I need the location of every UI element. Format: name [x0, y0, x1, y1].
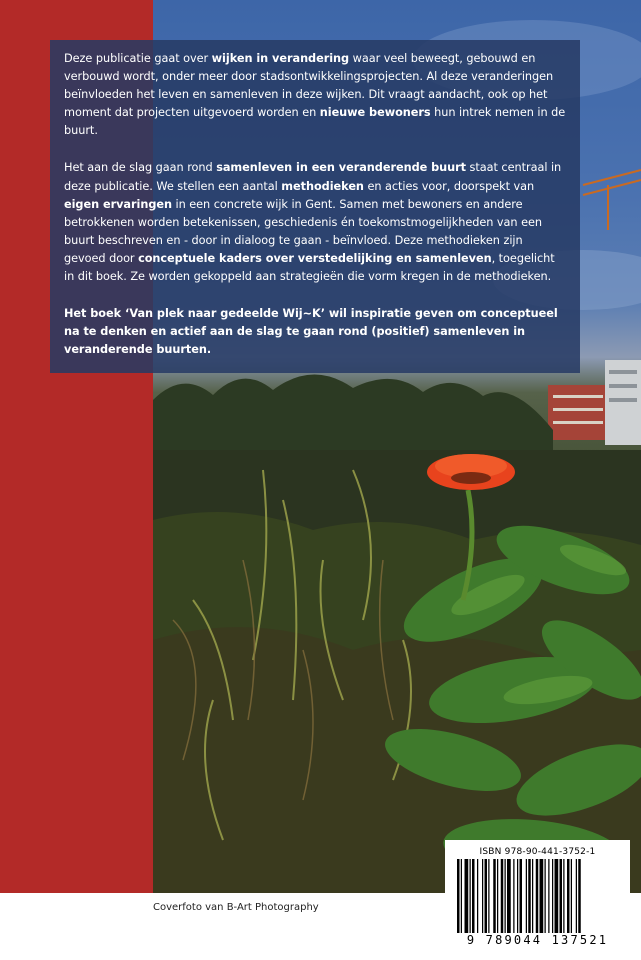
- barcode-digits: 9 789044 137521: [466, 933, 609, 947]
- blurb-run: Deze publicatie gaat over: [64, 52, 212, 65]
- blurb-box: [50, 40, 580, 373]
- blurb-paragraph-2: [64, 159, 566, 286]
- blurb-run: waar veel beweegt, gebouwd en verbouwd wordt, onder meer door stadsontwikkelingsprojecten. Al deze veranderingen beïnvloeden het leven en samenleven in deze wijken. Dit vraagt aandacht, ook op het moment dat projecten uitgevoerd worden en: [64, 52, 554, 120]
- blurb-paragraph-3: [64, 305, 566, 359]
- crane: [583, 170, 641, 230]
- blurb-bold-run: nieuwe bewoners: [319, 106, 431, 120]
- isbn-label: ISBN 978-90-441-3752-1: [479, 847, 596, 857]
- blurb-bold-run: eigen ervaringen: [64, 197, 172, 211]
- blurb-bold-run: wijken in verandering: [211, 52, 350, 65]
- blurb-run: in een concrete wijk in Gent. Samen met bewoners en andere betrokkenen worden betekenissen, geschiedenis én toekomstmogelijkheden van een buurt beschreven en - door in dialoog te gaan - beïnvloed. Deze methodieken zijn gevoed door: [64, 197, 542, 265]
- blurb-run: en acties voor, doorspekt van: [363, 179, 535, 193]
- barcode-box: [445, 840, 630, 952]
- blurb-run: , toegelicht in dit boek. Ze worden gekoppeld aan strategieën die vorm kregen in de methodieken.: [64, 251, 555, 284]
- orange-flower: [427, 454, 515, 490]
- blurb-bold-run: samenleven in een veranderende buurt: [216, 161, 467, 175]
- photo-credit: Coverfoto van B-Art Photography: [153, 902, 319, 913]
- blurb-bold-run: methodieken: [281, 179, 364, 193]
- red-building: [548, 385, 608, 440]
- blurb-bold-run: conceptuele kaders over verstedelijking en samenleven: [138, 251, 492, 265]
- blurb-bold-run: Het boek ‘Van plek naar gedeelde Wij~K’ wil inspiratie geven om conceptueel na te denken en actief aan de slag te gaan rond (positief) samenleven in veranderende buurten.: [64, 307, 558, 357]
- barcode-bars: [455, 859, 620, 933]
- blurb-run: hun intrek nemen in de buurt.: [64, 106, 566, 138]
- blurb-run: Het aan de slag gaan rond: [64, 161, 217, 175]
- blurb-paragraph-1: [64, 50, 566, 140]
- blurb-run: staat centraal in deze publicatie. We stellen een aantal: [64, 161, 562, 193]
